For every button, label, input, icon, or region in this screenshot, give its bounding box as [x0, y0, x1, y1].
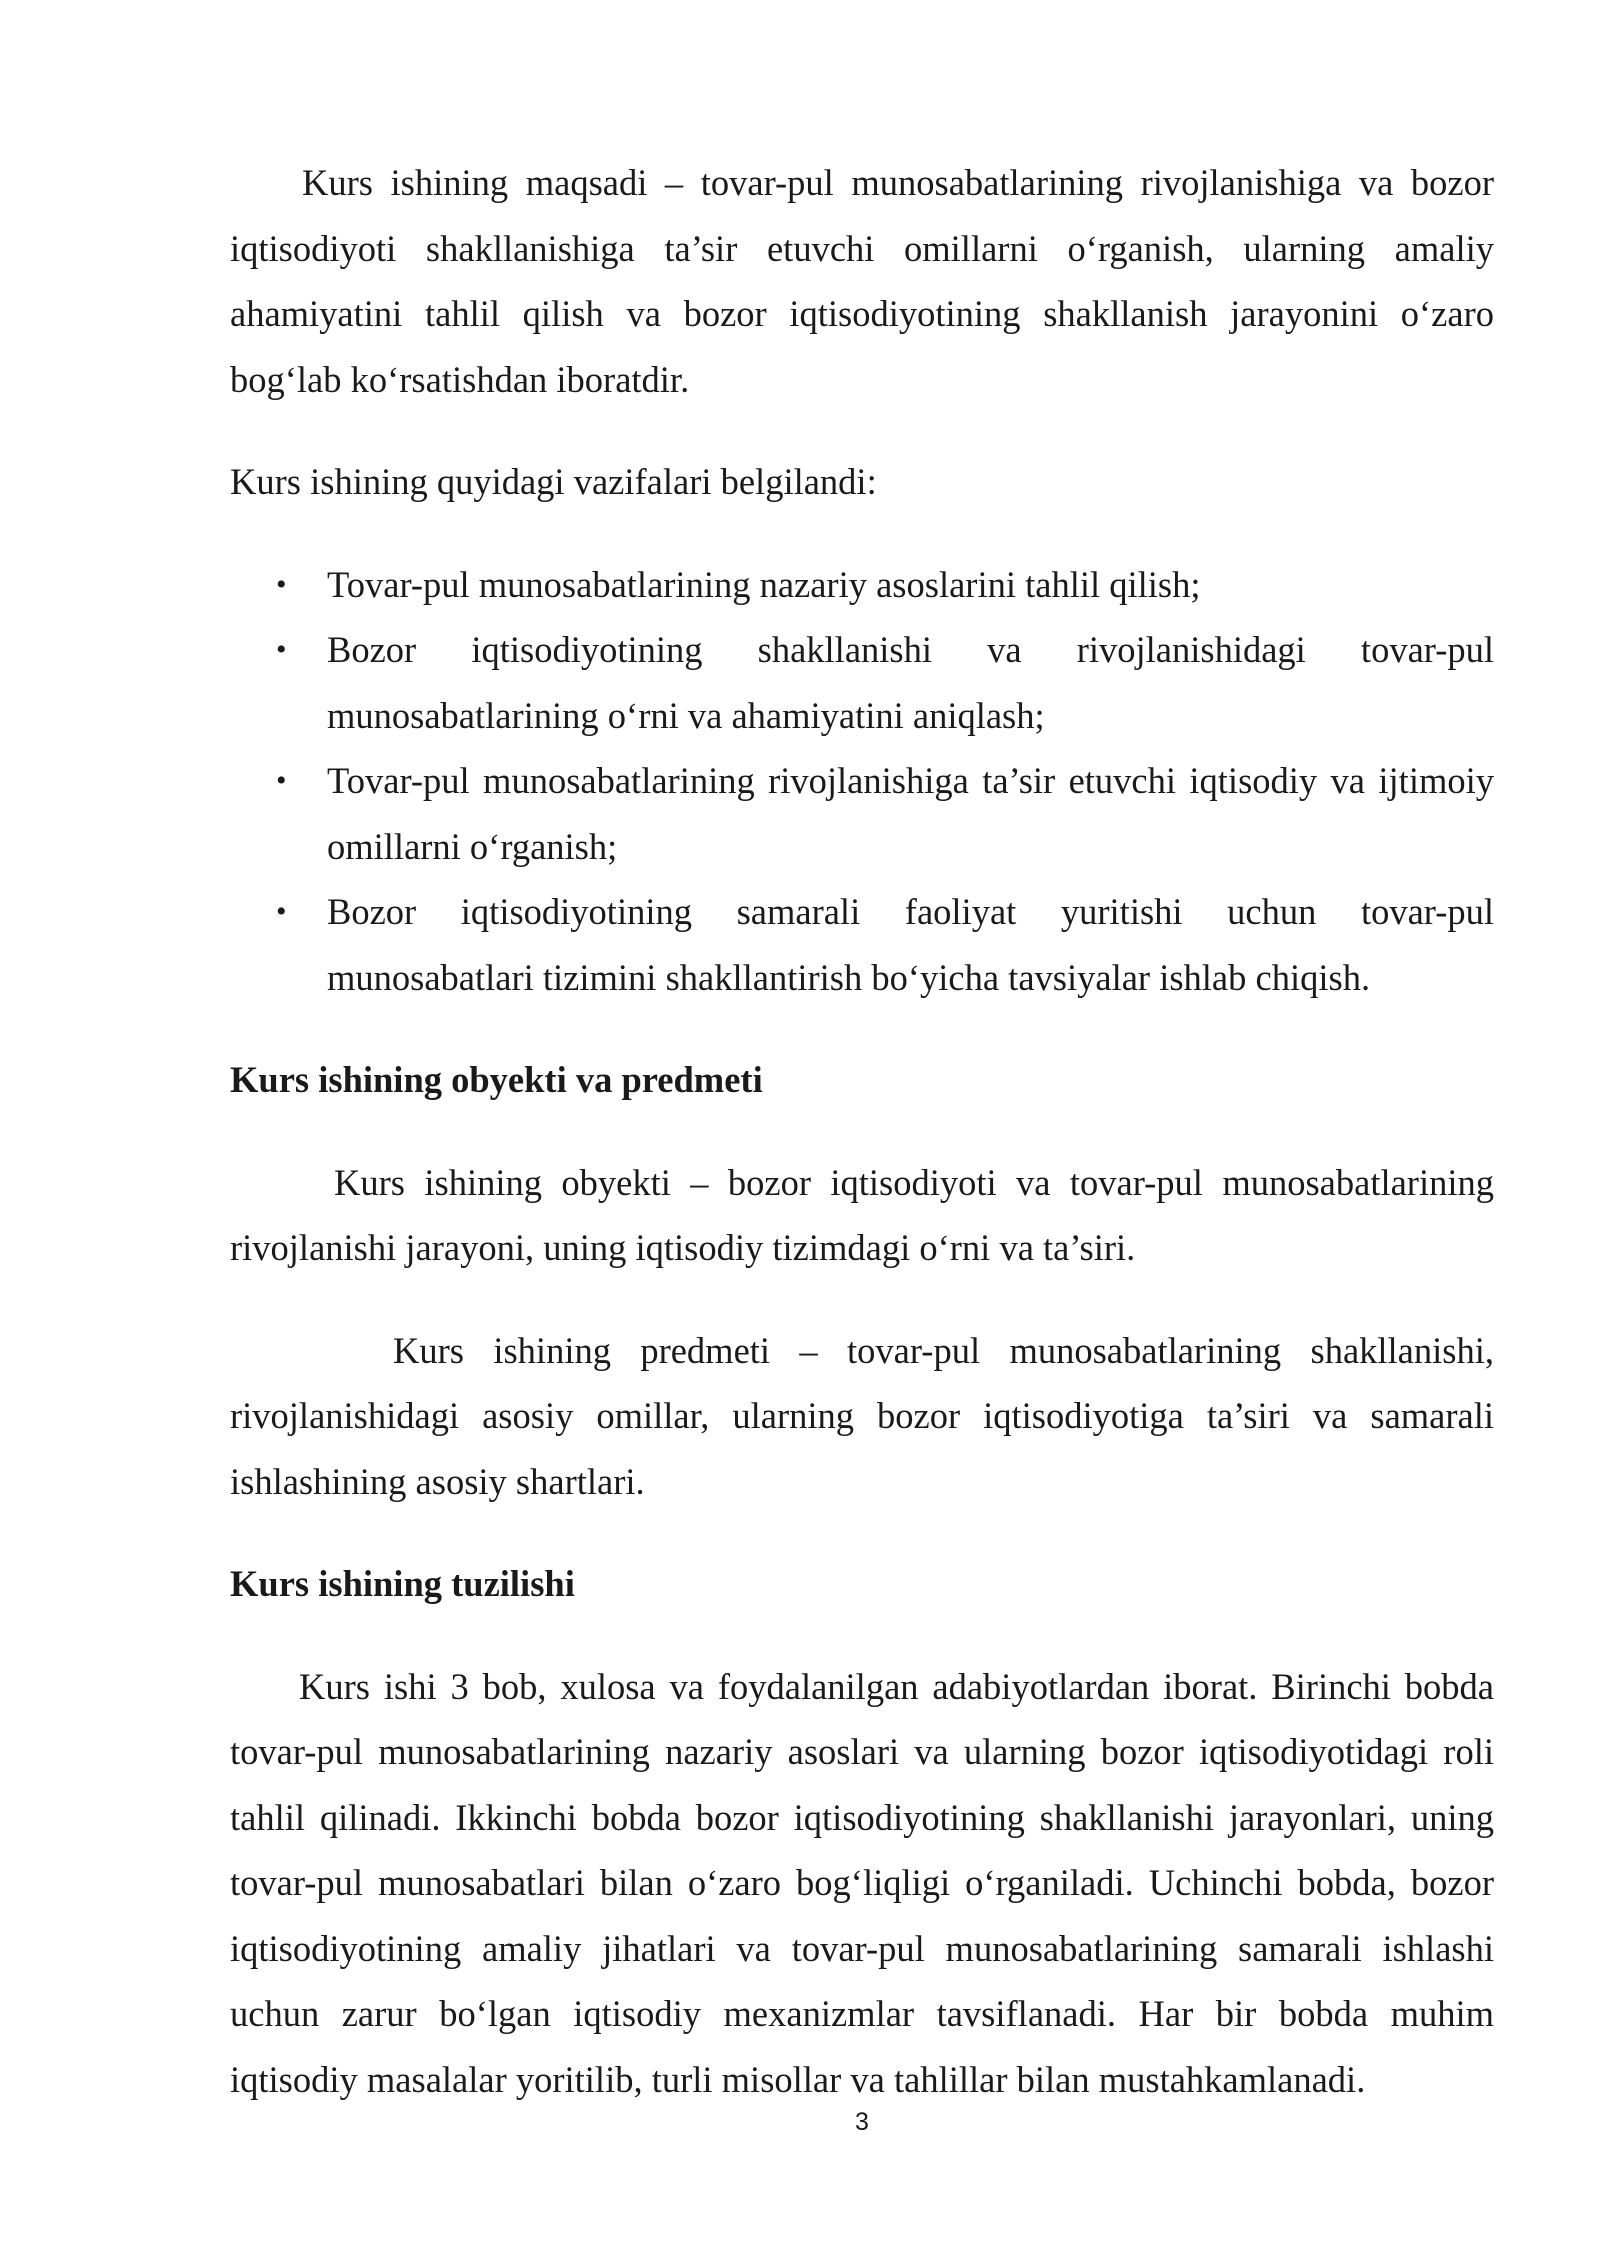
list-item — [230, 879, 1494, 1010]
task-text: Bozor iqtisodiyotining shakllanishi va rivojlanishidagi tovar-pul munosabatlarining o‘rni va ahamiyatini aniqlash; — [327, 629, 1494, 736]
subject-paragraph: Kurs ishining predmeti – tovar-pul munosabatlarining shakllanishi, rivojlanishidagi asosiy omillar, ularning bozor iqtisodiyotiga ta’siri va samarali ishlashining asosiy shartlari. — [230, 1329, 1494, 1502]
structure-paragraph: Kurs ishi 3 bob, xulosa va foydalanilgan adabiyotlardan iborat. Birinchi bobda tovar-pul munosabatlarining nazariy asoslari va ularning bozor iqtisodiyotidagi roli tahlil qilinadi. Ikkinchi bobda bozor iqtisodiyotining shakllanishi jarayonlari, uning tovar-pul munosabatlari bilan o‘zaro bog‘liqligi o‘rganiladi. Uchinchi bobda, bozor iqtisodiyotining amaliy jihatlari va tovar-pul munosabatlarining samarali ishlashi uchun zarur bo‘lgan iqtisodiy mexanizmlar tavsiflanadi. Har bir bobda muhim iqtisodiy masalalar yoritilib, turli misollar va tahlillar bilan mustahkamlanadi. — [230, 1665, 1494, 2100]
task-text: Tovar-pul munosabatlarining rivojlanishiga ta’sir etuvchi iqtisodiy va ijtimoiy omillarni o‘rganish; — [327, 760, 1494, 867]
bullet-icon: • — [276, 895, 287, 928]
bullet-icon: • — [276, 764, 287, 797]
page-number: 3 — [855, 2108, 869, 2136]
bullet-icon: • — [276, 567, 287, 601]
task-text: Tovar-pul munosabatlarining nazariy asoslarini tahlil qilish; — [327, 563, 1201, 605]
task-text: Bozor iqtisodiyotining samarali faoliyat yuritishi uchun tovar-pul munosabatlari tizimini shakllantirish bo‘yicha tavsiyalar ishlab chiqish. — [327, 891, 1494, 998]
section-heading-object: Kurs ishining obyekti va predmeti — [230, 1059, 763, 1100]
object-paragraph: Kurs ishining obyekti – bozor iqtisodiyoti va tovar-pul munosabatlarining rivojlanishi jarayoni, uning iqtisodiy tizimdagi o‘rni va ta’siri. — [230, 1161, 1494, 1268]
tasks-intro: Kurs ishining quyidagi vazifalari belgilandi: — [230, 461, 877, 502]
list-item — [230, 617, 1494, 748]
tasks-list — [230, 552, 1494, 1011]
document-page — [230, 150, 1494, 2112]
bullet-icon: • — [276, 633, 287, 666]
list-item — [230, 552, 1494, 618]
section-heading-structure: Kurs ishining tuzilishi — [230, 1563, 575, 1604]
list-item — [230, 748, 1494, 879]
purpose-paragraph: Kurs ishining maqsadi – tovar-pul munosabatlarining rivojlanishiga va bozor iqtisodiyoti shakllanishiga ta’sir etuvchi omillarni o‘rganish, ularning amaliy ahamiyatini tahlil qilish va bozor iqtisodiyotining shakllanish jarayonini o‘zaro bog‘lab ko‘rsatishdan iboratdir. — [230, 162, 1494, 400]
